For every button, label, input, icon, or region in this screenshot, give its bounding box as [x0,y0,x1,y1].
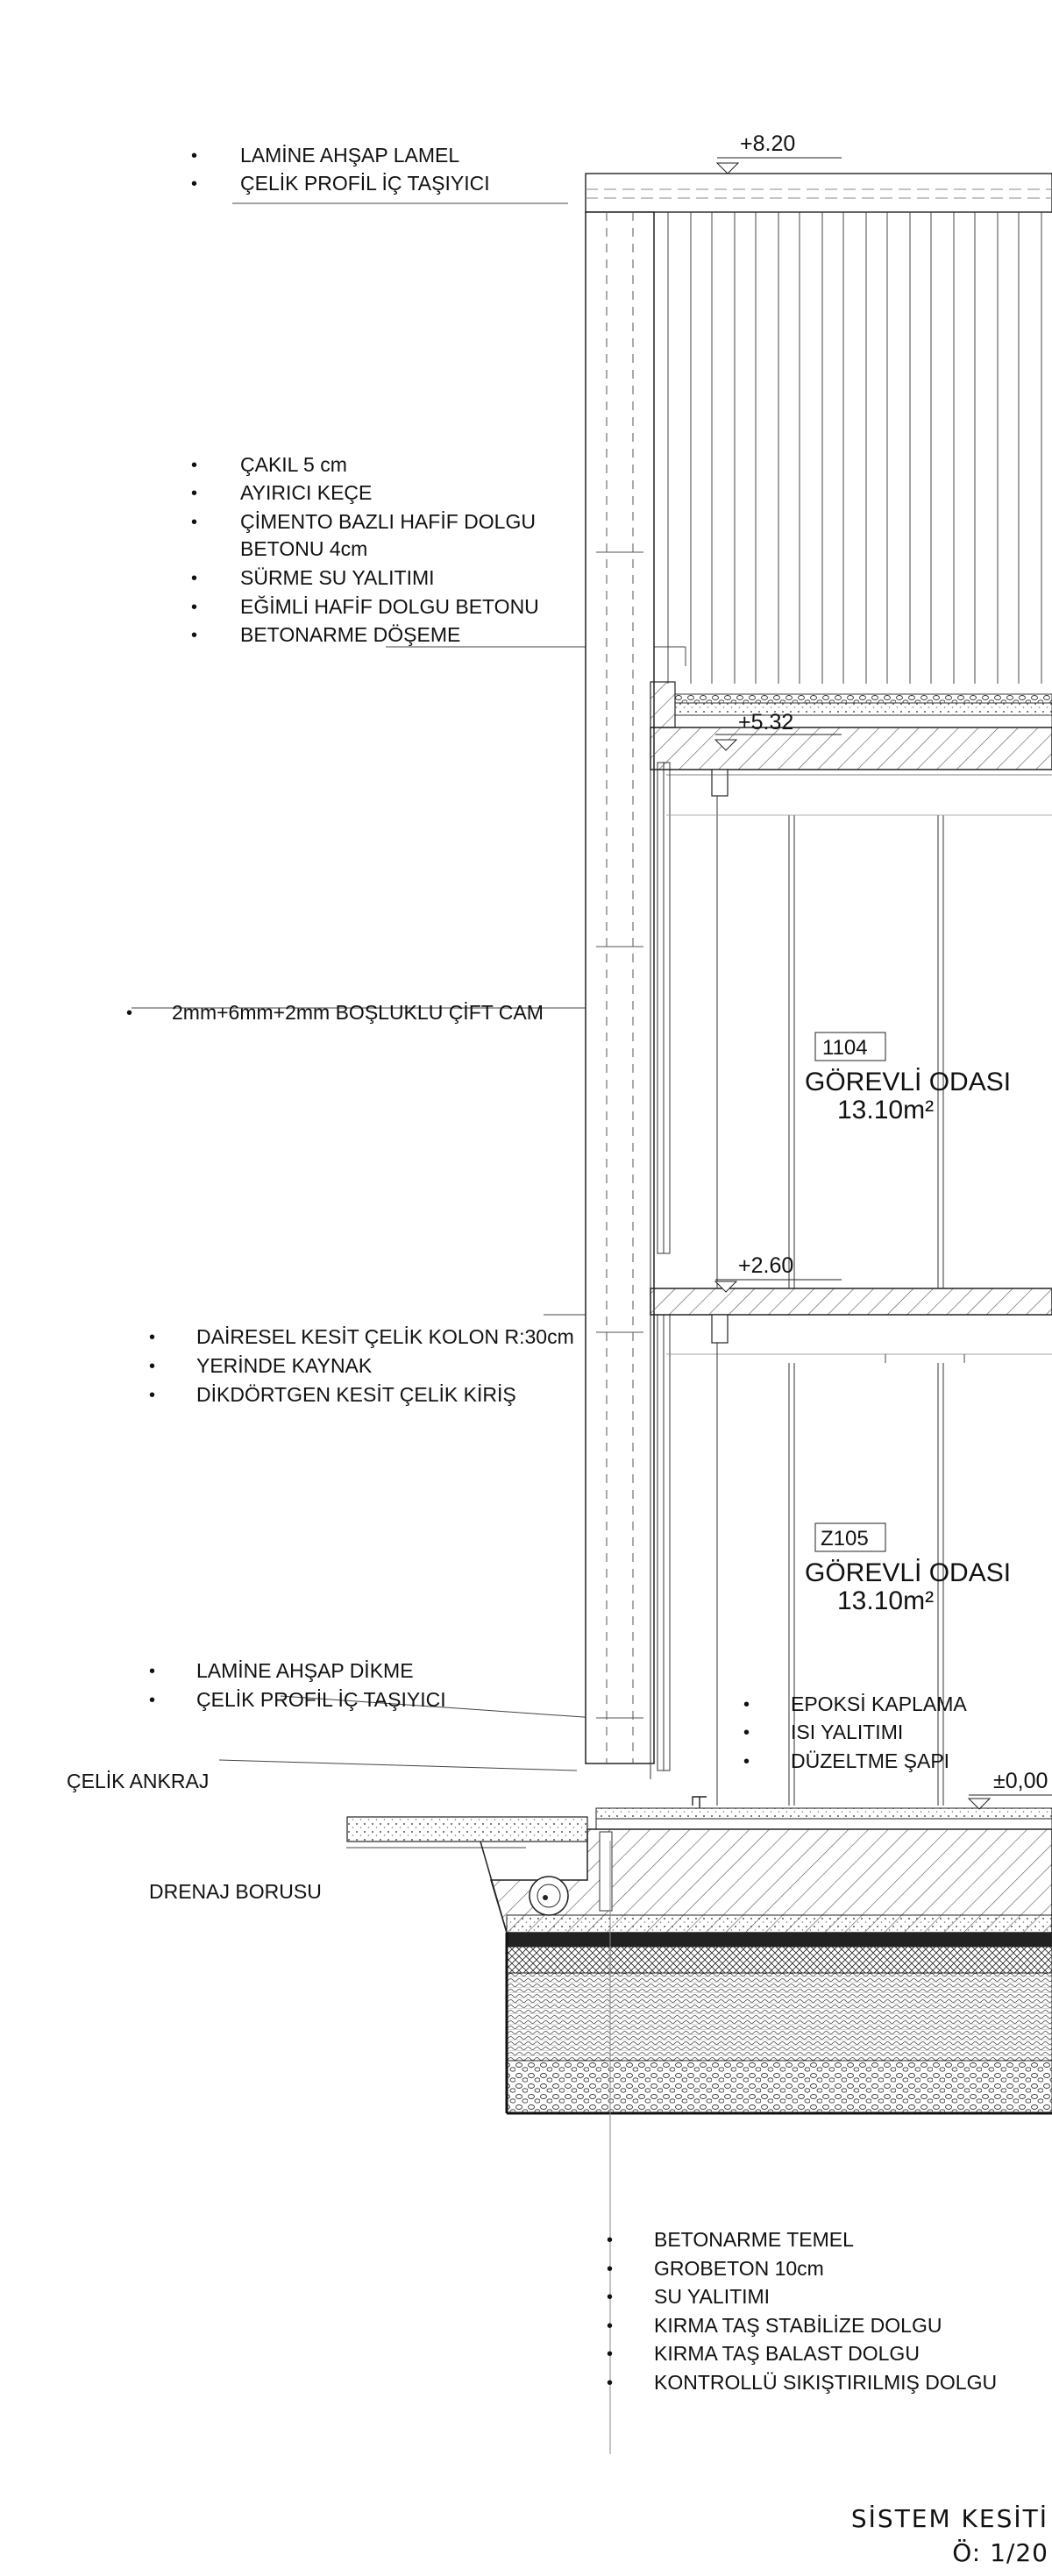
svg-text:•: • [743,1695,750,1714]
svg-text:•: • [191,174,198,194]
notes-foundation [607,2228,997,2394]
notes-column [149,1325,574,1406]
note-item: DİKDÖRTGEN KESİT ÇELİK KİRİŞ [196,1383,516,1406]
note-item: ÇİMENTO BAZLI HAFİF DOLGU [240,510,536,533]
note-item: ÇELİK PROFİL İÇ TAŞIYICI [240,172,490,195]
level-marker-top [717,131,842,174]
svg-text:•: • [607,2288,614,2307]
notes-floor [743,1692,967,1772]
note-item: LAMİNE AHŞAP DİKME [196,1659,414,1682]
note-item: SÜRME SU YALITIMI [240,566,435,589]
note-item: ÇELİK PROFİL İÇ TAŞIYICI [196,1688,446,1711]
room-tag-1104 [805,1033,1011,1125]
svg-text:•: • [607,2260,614,2279]
anchor-label: ÇELİK ANKRAJ [67,1770,210,1792]
note-item: BETONARME TEMEL [654,2228,854,2251]
room-name: GÖREVLİ ODASI [805,1068,1012,1096]
timber-post [586,212,654,1763]
note-item: BETONARME DÖŞEME [240,623,461,646]
level-label-ground: ±0,00 [993,1769,1048,1793]
drawing-title: SİSTEM KESİTİ [850,2504,1048,2533]
note-item: EĞİMLİ HAFİF DOLGU BETONU [240,595,539,618]
note-item: GROBETON 10cm [654,2257,824,2280]
svg-text:•: • [149,1328,156,1347]
note-item: ISI YALITIMI [791,1721,904,1743]
svg-text:•: • [607,2317,614,2336]
svg-text:•: • [191,513,198,532]
note-item: BETONU 4cm [240,537,368,560]
notes-roof [191,453,539,646]
room-tag-z105 [805,1523,1011,1615]
note-item: SU YALITIMI [654,2285,771,2308]
svg-text:•: • [149,1691,156,1710]
svg-text:•: • [191,626,198,645]
svg-text:•: • [191,146,198,166]
note-item: KONTROLLÜ SIKIŞTIRILMIŞ DOLGU [654,2371,998,2394]
level-label-roof: +5.32 [738,710,794,734]
notes-top [191,144,490,195]
room-area: 13.10m² [837,1586,935,1615]
note-item: LAMİNE AHŞAP LAMEL [240,144,460,167]
svg-text:•: • [191,569,198,588]
note-item: KIRMA TAŞ STABİLİZE DOLGU [654,2314,942,2337]
note-item: AYIRICI KEÇE [240,481,373,504]
note-item: DÜZELTME ŞAPI [791,1749,950,1772]
svg-text:•: • [191,598,198,617]
note-item: EPOKSİ KAPLAMA [791,1692,967,1715]
svg-text:•: • [149,1662,156,1681]
room-name: GÖREVLİ ODASI [805,1558,1012,1587]
note-item: DAİRESEL KESİT ÇELİK KOLON R:30cm [196,1325,574,1348]
drain-label: DRENAJ BORUSU [149,1880,322,1903]
room-area: 13.10m² [837,1096,935,1125]
notes-post [149,1659,446,1711]
svg-text:•: • [607,2345,614,2364]
notes-glass [126,1001,544,1024]
svg-text:•: • [743,1723,750,1742]
level-marker-ground [969,1769,1052,1809]
svg-text:•: • [191,484,198,503]
timber-lamellae [647,212,1041,684]
svg-text:•: • [149,1357,156,1376]
note-item: KIRMA TAŞ BALAST DOLGU [654,2342,920,2365]
svg-text:•: • [607,2374,614,2393]
svg-text:•: • [191,456,198,475]
level-label-floor1: +2.60 [738,1253,794,1278]
level-label-top: +8.20 [740,131,796,156]
room-code: 1104 [822,1036,868,1060]
room-code: Z105 [821,1527,869,1551]
note-item: ÇAKIL 5 cm [240,453,347,476]
svg-text:•: • [607,2231,614,2250]
roof-slab [650,682,1052,796]
note-item: YERİNDE KAYNAK [196,1354,373,1377]
svg-text:•: • [126,1004,133,1023]
floor-slab [650,1288,1052,1363]
roof-parapet [586,174,1052,212]
svg-text:•: • [149,1386,156,1405]
title-block [851,2504,1048,2567]
svg-text:•: • [743,1752,750,1771]
level-marker-floor1 [715,1253,842,1292]
note-item: 2mm+6mm+2mm BOŞLUKLU ÇİFT CAM [172,1001,544,1024]
drawing-scale: Ö: 1/20 [952,2538,1048,2567]
